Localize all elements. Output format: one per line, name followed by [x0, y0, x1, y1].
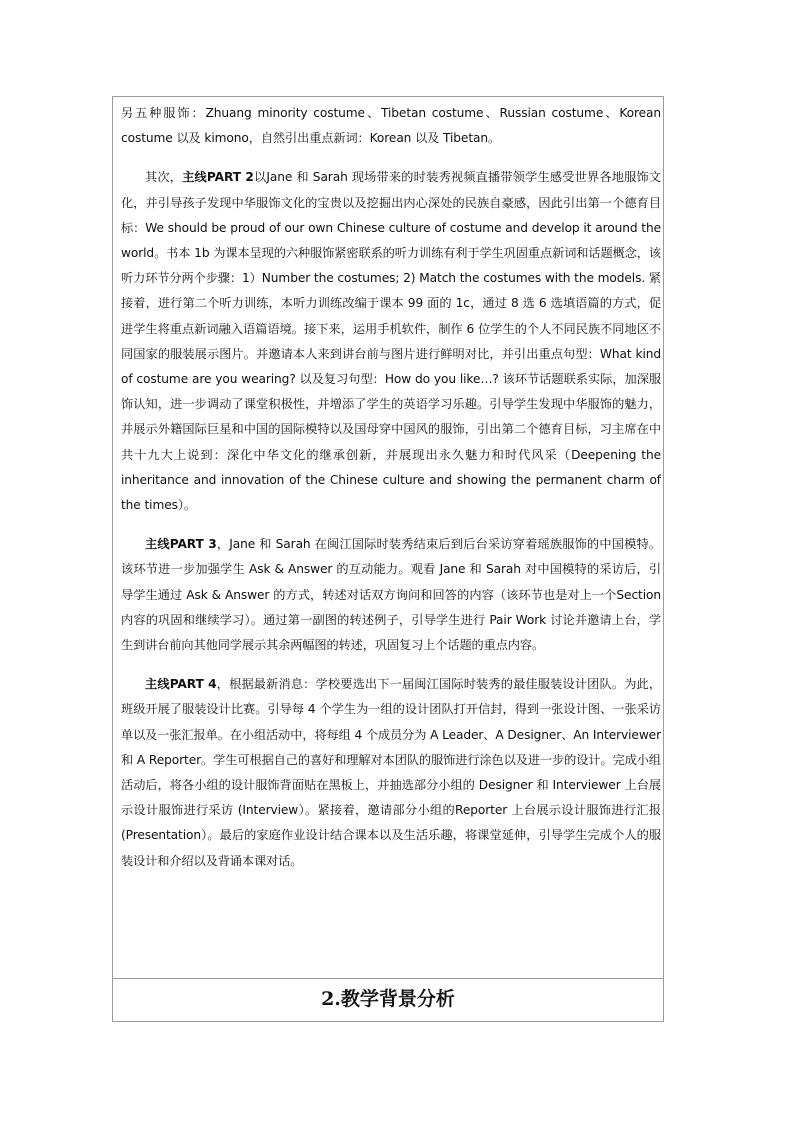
paragraph-text: ，根据最新消息：学校要选出下一届闽江国际时装秀的最佳服装设计团队。为此，班级开展了服装设计比赛。引导每 4 个学生为一组的设计团队打开信封，得到一张设计图、一张采访单以及一张汇报单。在小组活动中，将每组 4 个成员分为 A Leader、A Designer、An Interviewer 和 A Reporter。学生可根据自己的喜好和理解对本团队的服饰进行涂色以及进一步的设计。完成小组活动后，将各小组的设计服饰背面贴在黑板上，并抽选部分小组的 Designer 和 Interviewer 上台展示设计服饰进行采访 (Interview）。紧接着，邀请部分小组的Reporter 上台展示设计服饰进行汇报 (Presentation）。最后的家庭作业设计结合课本以及生活乐趣，将课堂延伸，引导学生完成个人的服装设计和介绍以及背诵本课对话。: [121, 677, 661, 868]
paragraph-part-2: [121, 165, 661, 518]
paragraph-lead: 其次，: [145, 170, 183, 185]
part-4-label: 主线PART 4: [145, 677, 217, 692]
content-table: [112, 96, 664, 1022]
paragraph-text: ，Jane 和 Sarah 在闽江国际时装秀结束后到后台采访穿着瑶族服饰的中国模特。该环节进一步加强学生 Ask & Answer 的互动能力。观看 Jane 和 Sarah 对中国模特的采访后，引导学生通过 Ask & Answer 的方式，转述对话双方询问和回答的内容（该环节也是对上一个Section 内容的巩固和继续学习）。通过第一副图的转述例子，引导学生进行 Pair Work 讨论并邀请上台，学生到讲台前向其他同学展示其余两幅图的转述，巩固复习上个话题的重点内容。: [121, 537, 661, 653]
part-2-label: 主线PART 2: [182, 170, 254, 185]
section-heading: 2.教学背景分析: [321, 988, 455, 1010]
table-cell-text: [113, 97, 663, 978]
part-3-label: 主线PART 3: [145, 537, 217, 552]
paragraph-part-3: [121, 532, 661, 658]
paragraph-text: 以Jane 和 Sarah 现场带来的时装秀视频直播带领学生感受世界各地服饰文化，并引导孩子发现中华服饰文化的宝贵以及挖掘出内心深处的民族自豪感，因此引出第一个德育目标：We should be proud of our own Chinese culture of costume and develop it around the world。书本 1b 为课本呈现的六种服饰紧密联系的听力训练有利于学生巩固重点新词和话题概念，该听力环节分两个步骤：1）Number the costumes; 2) Match the costumes with the models. 紧接着，进行第二个听力训练，本听力训练改编于课本 99 面的 1c，通过 8 选 6 选填语篇的方式，促进学生将重点新词融入语篇语境。接下来，运用手机软件，制作 6 位学生的个人不同民族不同地区不同国家的服装展示图片。并邀请本人来到讲台前与图片进行鲜明对比，并引出重点句型：What kind of costume are you wearing? 以及复习句型：How do you like…? 该环节话题联系实际，加深服饰认知，进一步调动了课堂积极性，并增添了学生的英语学习乐趣。引导学生发现中华服饰的魅力，并展示外籍国际巨星和中国的国际模特以及国母穿中国风的服饰，引出第二个德育目标，习主席在中共十九大上说到：深化中华文化的继承创新，并展现出永久魅力和时代风采（Deepening the inheritance and innovation of the Chinese culture and showing the permanent charm of the times）。: [121, 170, 662, 513]
paragraph-costumes: [121, 101, 661, 151]
paragraph-text: 另五种服饰：Zhuang minority costume、Tibetan costume、Russian costume、Korean costume 以及 kimono，自然引出重点新词：Korean 以及 Tibetan。: [121, 106, 661, 146]
paragraph-part-4: [121, 672, 661, 874]
